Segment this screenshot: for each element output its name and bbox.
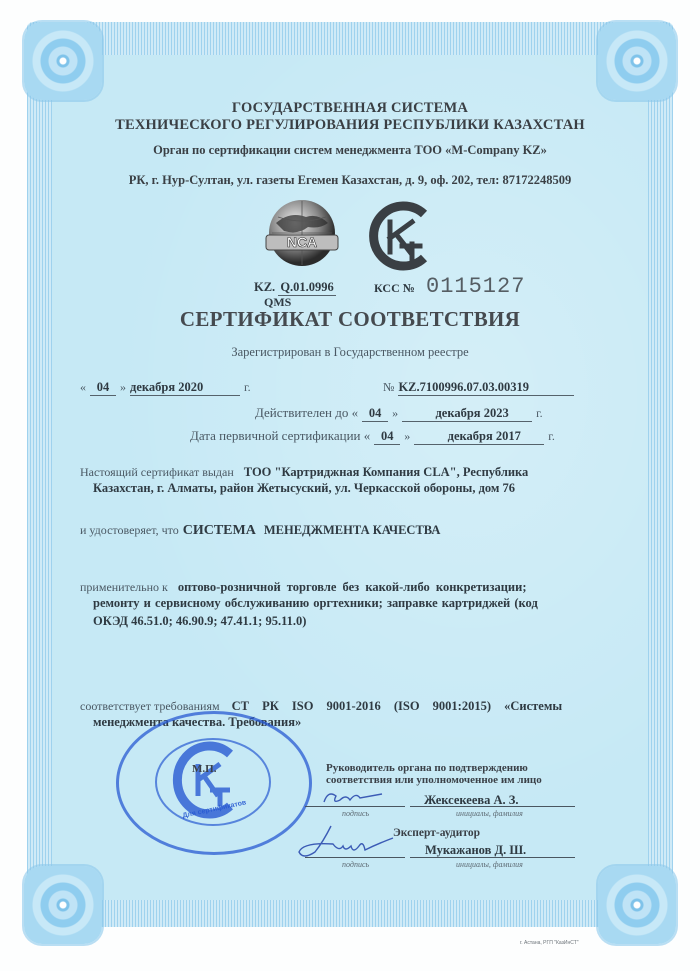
head-signature-line <box>305 806 405 807</box>
registration-day: 04 <box>90 380 116 396</box>
accreditation-prefix: KZ. <box>254 280 276 294</box>
valid-until-day: 04 <box>362 406 388 422</box>
complies-row: соответствует требованиям СТ РК ISO 9001-2016 (ISO 9001:2015) «Системы <box>80 699 563 713</box>
head-name: Жексекеева А. З. <box>424 793 519 807</box>
nca-globe-logo-icon <box>262 197 342 273</box>
certification-body-address: РК, г. Нур-Султан, ул. газеты Егемен Казахстан, д. 9, оф. 202, тел: 87172248509 <box>128 173 572 187</box>
standard-line-2: менеджмента качества. Требования» <box>93 715 302 729</box>
accreditation-suffix: QMS <box>264 295 292 309</box>
printer-note: г. Астана, РГП "КазИнСТ" <box>520 940 579 946</box>
scope-line-3: ОКЭД 46.51.0; 46.90.9; 47.41.1; 95.11.0) <box>93 614 307 628</box>
head-signature-icon <box>320 788 390 808</box>
issued-to-address: Казахстан, г. Алматы, район Жетысуский, ул. Черкасской обороны, дом 76 <box>93 481 516 495</box>
valid-until-row: Действителен до « 04 » декабря 2023 г. <box>255 405 543 420</box>
first-cert-month-year: декабря 2017 <box>414 429 544 445</box>
first-cert-day: 04 <box>374 429 400 445</box>
kst-conformity-logo-icon <box>366 200 436 272</box>
auditor-signature-caption: подпись <box>342 860 370 869</box>
scope-line-2: ремонту и сервисному обслуживанию оргтехники; заправке картриджей (код <box>93 596 538 610</box>
registered-caption: Зарегистрирован в Государственном реестре <box>231 345 469 359</box>
header-line-2: ТЕХНИЧЕСКОГО РЕГУЛИРОВАНИЯ РЕСПУБЛИКИ КАЗАХСТАН <box>115 117 585 133</box>
issued-to-company: ТОО "Картриджная Компания CLA", Республика <box>243 465 529 479</box>
stamp-inner-text: Для сертификатов <box>181 799 247 820</box>
rosette-ornament-icon <box>24 22 102 100</box>
kss-label: КСС № <box>374 281 415 295</box>
certificate-title: СЕРТИФИКАТ СООТВЕТСТВИЯ <box>179 307 521 331</box>
registry-number-value: KZ.7100996.07.03.00319 <box>398 380 574 396</box>
head-signature-caption: подпись <box>342 809 370 818</box>
head-name-line <box>410 806 575 807</box>
issued-to-row <box>80 463 528 481</box>
auditor-name-caption: инициалы, фамилия <box>456 860 523 869</box>
svg-text:NCA: NCA <box>286 234 318 250</box>
rosette-ornament-icon <box>24 866 102 944</box>
rosette-ornament-icon <box>598 22 676 100</box>
certified-object-word1: СИСТЕМА <box>182 523 256 538</box>
certification-body: Орган по сертификации систем менеджмента ТОО «M-Company KZ» <box>153 143 547 157</box>
registration-number: № KZ.7100996.07.03.00319 <box>383 378 574 396</box>
auditor-name: Мукажанов Д. Ш. <box>425 843 527 857</box>
auditor-signature-line <box>305 857 405 858</box>
auditor-signature-icon <box>293 822 398 862</box>
head-name-caption: инициалы, фамилия <box>456 809 523 818</box>
kss-serial-number: 0115127 <box>426 274 526 299</box>
auditor-title: Эксперт-аудитор <box>393 827 480 839</box>
applicable-row: применительно к оптово-розничной торговле без какой-либо конкретизации; <box>80 580 527 594</box>
scope-line-1: оптово-розничной торговле без какой-либо конкретизации; <box>177 580 527 594</box>
standard-line-1: СТ РК ISO 9001-2016 (ISO 9001:2015) «Системы <box>231 699 563 713</box>
auditor-name-line <box>410 857 575 858</box>
head-title-line-2: соответствия или уполномоченное им лицо <box>326 774 542 786</box>
issued-to-label: Настоящий сертификат выдан <box>80 465 234 479</box>
first-certification-row: Дата первичной сертификации « 04 » декабря 2017 г. <box>190 428 555 443</box>
certified-object-word2: МЕНЕДЖМЕНТА КАЧЕСТВА <box>263 523 441 537</box>
registration-date: « 04 » декабря 2020 г. <box>80 380 251 394</box>
header-line-1: ГОСУДАРСТВЕННАЯ СИСТЕМА <box>231 100 469 116</box>
accreditation-code: Q.01.0996 <box>280 280 334 294</box>
valid-until-month-year: декабря 2023 <box>402 406 532 422</box>
registration-month-year: декабря 2020 <box>130 380 240 396</box>
stamp-place-label: М.П. <box>192 763 217 775</box>
certifies-row: и удостоверяет, что СИСТЕМА МЕНЕДЖМЕНТА КАЧЕСТВА <box>80 523 441 538</box>
rosette-ornament-icon <box>598 866 676 944</box>
head-title-line-1: Руководитель органа по подтверждению <box>326 762 528 774</box>
accreditation-number <box>254 280 336 296</box>
